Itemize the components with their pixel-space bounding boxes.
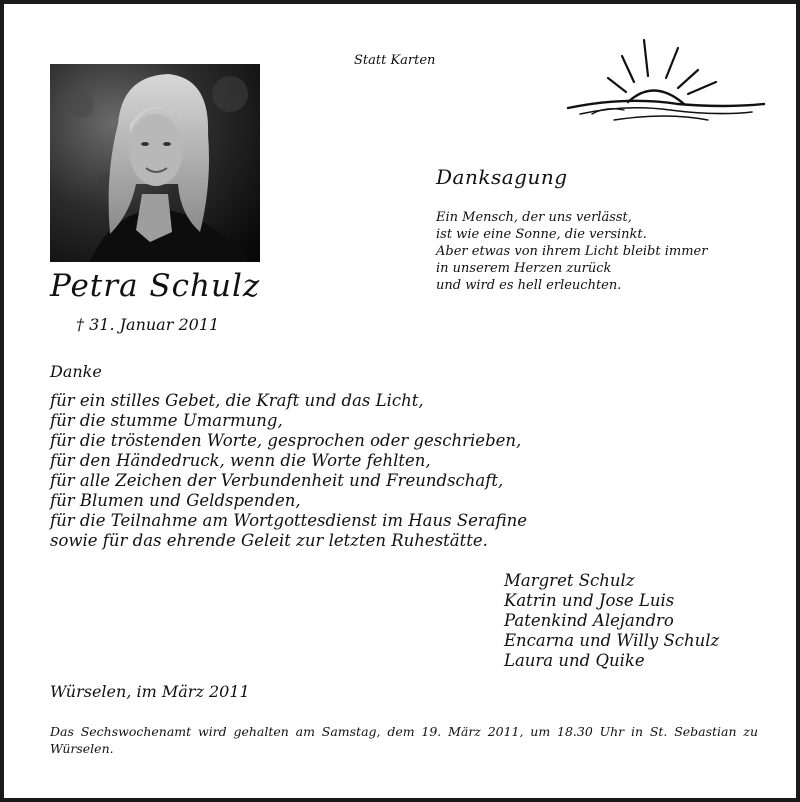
thanks-line: für die stumme Umarmung, <box>50 411 283 430</box>
thanks-line: für die Teilnahme am Wortgottesdienst im Haus Serafine <box>50 511 528 530</box>
mass-notice: Das Sechswochenamt wird gehalten am Samstag, dem 19. März 2011, um 18.30 Uhr in St. Sebastian zu Würselen. <box>50 724 758 756</box>
thanks-list <box>50 391 527 551</box>
poem-line: Ein Mensch, der uns verlässt, <box>436 210 632 225</box>
danke-heading: Danke <box>50 362 102 381</box>
place-date: Würselen, im März 2011 <box>50 682 250 701</box>
poem-line: und wird es hell erleuchten. <box>436 278 622 293</box>
thanks-line: für den Händedruck, wenn die Worte fehlten, <box>50 451 431 470</box>
family-member: Encarna und Willy Schulz <box>504 631 720 650</box>
family-signatures <box>504 571 719 671</box>
danksagung-title: Danksagung <box>436 165 568 189</box>
portrait-photo <box>50 64 260 262</box>
poem-line: Aber etwas von ihrem Licht bleibt immer <box>436 244 708 259</box>
thanks-line: für alle Zeichen der Verbundenheit und Freundschaft, <box>50 471 504 490</box>
family-member: Laura und Quike <box>504 651 645 670</box>
death-date: † 31. Januar 2011 <box>76 315 220 334</box>
thanks-line: für die tröstenden Worte, gesprochen oder geschrieben, <box>50 431 522 450</box>
family-member: Patenkind Alejandro <box>504 611 674 630</box>
thanks-line: sowie für das ehrende Geleit zur letzten Ruhestätte. <box>50 531 488 550</box>
family-member: Katrin und Jose Luis <box>504 591 675 610</box>
thanks-line: für ein stilles Gebet, die Kraft und das Licht, <box>50 391 424 410</box>
poem-line: ist wie eine Sonne, die versinkt. <box>436 227 647 242</box>
sunset-icon <box>566 38 766 134</box>
poem-line: in unserem Herzen zurück <box>436 261 612 276</box>
deceased-name: Petra Schulz <box>50 268 261 304</box>
poem <box>436 209 707 294</box>
family-member: Margret Schulz <box>504 571 635 590</box>
statt-karten-label: Statt Karten <box>354 53 436 68</box>
thanks-line: für Blumen und Geldspenden, <box>50 491 301 510</box>
